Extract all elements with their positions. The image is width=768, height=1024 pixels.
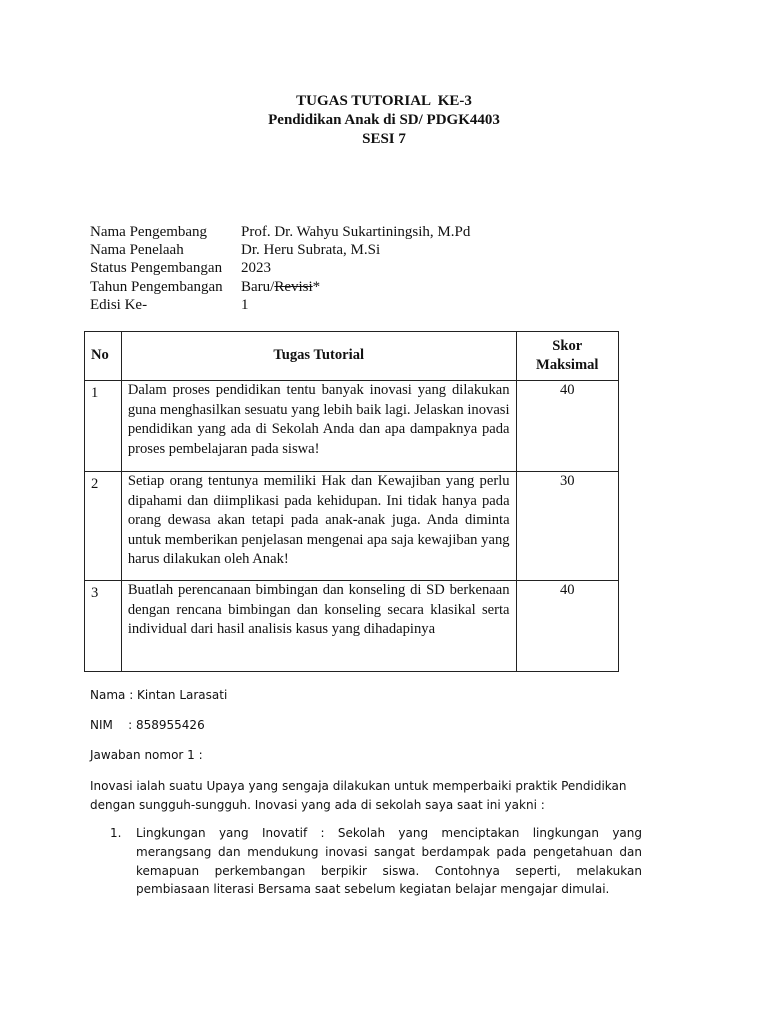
session-label: SESI 7 <box>362 131 406 147</box>
row-score: 30 <box>516 472 618 581</box>
row-number: 1 <box>85 381 122 472</box>
document-header <box>0 92 768 149</box>
row-task <box>121 581 516 672</box>
row-task <box>121 472 516 581</box>
answer-heading: Jawaban nomor 1 : <box>90 748 203 762</box>
meta-label: Status Pengembangan <box>90 260 223 277</box>
table-row <box>85 581 619 672</box>
meta-row <box>90 241 470 259</box>
meta-value-suffix: * <box>312 278 321 295</box>
table-row <box>85 472 619 581</box>
meta-value: 2023 <box>241 260 271 277</box>
row-score: 40 <box>516 381 618 472</box>
meta-row <box>90 278 470 296</box>
column-header-no: No <box>85 332 122 381</box>
row-number: 2 <box>85 472 122 581</box>
column-header-score <box>516 332 618 381</box>
meta-value <box>241 278 320 296</box>
course-name: Pendidikan Anak di SD/ PDGK4403 <box>268 112 500 128</box>
meta-value: Dr. Heru Subrata, M.Si <box>241 242 381 259</box>
score-header-line: Maksimal <box>536 357 599 373</box>
row-task-text: Buatlah perencanaan bimbingan dan konseling di SD berkenaan dengan rencana bimbingan dan konseling secara klasikal serta individual dari hasil analisis kasus yang dihadapinya <box>127 582 510 637</box>
meta-label: Edisi Ke- <box>90 296 148 313</box>
column-header-task: Tugas Tutorial <box>121 332 516 381</box>
tutorial-table <box>84 331 619 672</box>
table-row <box>85 381 619 472</box>
meta-row <box>90 296 470 314</box>
answer-intro: Inovasi ialah suatu Upaya yang sengaja dilakukan untuk memperbaiki praktik Pendidikan dengan sungguh-sungguh. Inovasi yang ada di sekolah saya saat ini yakni : <box>90 779 627 812</box>
row-score: 40 <box>516 581 618 672</box>
row-number: 3 <box>85 581 122 672</box>
score-header-line: Skor <box>552 338 583 354</box>
meta-label: Tahun Pengembangan <box>90 278 223 295</box>
meta-label: Nama Penelaah <box>90 242 184 259</box>
list-item-text: Lingkungan yang Inovatif : Sekolah yang menciptakan lingkungan yang merangsang dan mendukung inovasi sangat berdampak pada pengetahuan dan kemapuan perkembangan berpikir siswa. Contohnya seperti, melakukan pembiasaan literasi Bersama saat sebelum kegiatan belajar mengajar dimulai. <box>136 826 642 897</box>
meta-value: Prof. Dr. Wahyu Sukartiningsih, M.Pd <box>241 224 471 240</box>
meta-label: Nama Pengembang <box>90 224 208 240</box>
meta-value: 1 <box>241 296 249 313</box>
meta-value-struck: Revisi <box>274 278 313 295</box>
meta-value-plain: Baru/ <box>241 278 275 295</box>
table-header-row <box>85 332 619 381</box>
row-task-text: Setiap orang tentunya memiliki Hak dan Kewajiban yang perlu dipahami dan diimplikasi pada kehidupan. Ini tidak hanya pada orang dewasa akan tetapi pada anak-anak juga. Anda diminta untuk memberikan penjelasan mengenai apa saja kewajiban yang harus dilakukan oleh Anak! <box>127 473 510 567</box>
student-nim: NIM : 858955426 <box>90 718 205 732</box>
student-name: Nama : Kintan Larasati <box>90 688 228 702</box>
list-item <box>90 824 642 899</box>
row-task-text: Dalam proses pendidikan tentu banyak inovasi yang dilakukan guna menghasilkan sesuatu yang lebih baik lagi. Jelaskan inovasi pendidikan yang ada di Sekolah Anda dan apa dampaknya pada proses pembelajaran pada siswa! <box>127 382 510 457</box>
document-title: TUGAS TUTORIAL KE-3 <box>296 93 472 109</box>
row-task <box>121 381 516 472</box>
list-item-number: 1. <box>110 826 122 840</box>
metadata-block <box>90 223 470 314</box>
meta-row <box>90 223 470 241</box>
meta-row <box>90 259 470 277</box>
